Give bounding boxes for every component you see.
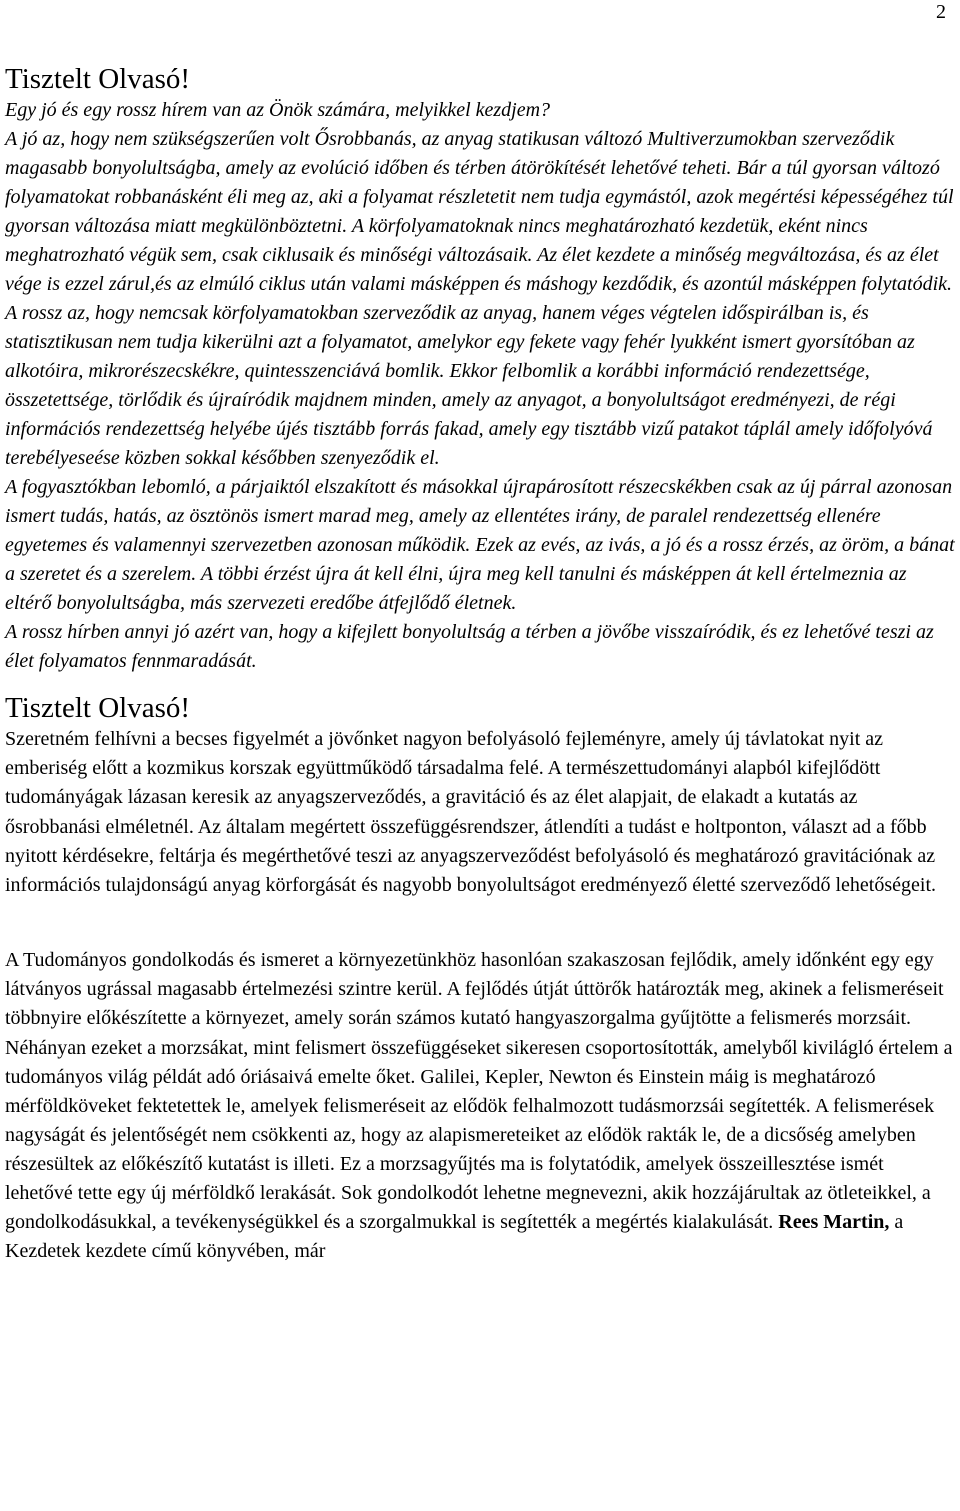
paragraph-text: A Tudományos gondolkodás és ismeret a környezetünkhöz hasonlóan szakaszosan fejlődik, amely időnként egy egy látványos ugrással magasabb értelmezési szintre kerül. A fejlődés útját úttörők határozták meg, akinek a felismeréseit többnyire előkészítette a környezet, amely során számos kutató hangyaszorgalma gyűjtötte a felismerés morzsáit. Néhányan ezeket a morzsákat, mint felismert összefüggéseket sikeresen csoportosították, amelyből kivilágló értelem a tudományos világ példát adó óriásaivá emelte őket. Galilei, Kepler, Newton és Einstein máig is meghatározó mérföldköveket fektetettek le, amelyek felismeréseit az elődök felhalmozott tudásmorzsái segítették. A felismerések nagyságát és jelentőségét nem csökkenti az, hogy az alapismereteiket az elődök rakták le, de a dicsőség amelyben részesültek az előkészítő kutatást is illeti. Ez a morzsagyűjtés ma is folytatódik, amelyek összeillesztése ismét lehetővé tette egy új mérföldkő lerakását. Sok gondolkodót lehetne megnevezni, akik hozzájárultak az ötleteikkel, a gondolkodásukkal, a tevékenységükkel és a szorgalmukkal is segítették a megértés kialakulását. <box>5 949 953 1234</box>
paragraph-text-end: a Kezdetek kezdete című könyvében, már <box>5 1211 904 1263</box>
section2-text-continued <box>5 946 955 1266</box>
paragraph: A rossz hírben annyi jó azért van, hogy a kifejlett bonyolultság a térben a jövőbe visszaíródik, és ez lehetővé teszi az élet folyamatos fennmaradását. <box>5 621 934 672</box>
document-body <box>5 62 955 1286</box>
paragraph: A jó az, hogy nem szükségszerűen volt Ősrobbanás, az anyag statikusan változó Multiverzumokban szerveződik magasabb bonyolultságba, amely az evolúció időben és térben átörökítését lehetővé teheti. Bár a túl gyorsan változó folyamatokat robbanásként éli meg az, aki a folyamat részletetit nem tudja egymástól, azok megértési képességéhez túl gyorsan változása miatt megkülönböztetni. A körfolyamatoknak nincs meghatározható kezdetük, eként nincs meghatrozható végük sem, csak ciklusaik és minőségi változásaik. Az élet kezdete a minőség megváltozása, és az élet vége is ezzel zárul,és az elmúló ciklus után valami másképpen és máshogy kezdődik, és azontúl másképpen folytatódik. <box>5 128 954 295</box>
section2-text <box>5 725 955 900</box>
paragraph: A fogyasztókban lebomló, a párjaiktól elszakított és másokkal újrapárosított részecskékben csak az új párral azonosan ismert tudás, hatás, az ösztönös ismert marad meg, amely az ellentétes irány, de paralel rendezettség ellenére egyetemes és valamennyi szervezetben azonosan működik. Ezek az evés, az ivás, a jó és a rossz érzés, az öröm, a bánat a szeretet és a szerelem. A többi érzést újra át kell élni, újra meg kell tanulni és másképpen át kell értelmeznia az eltérő bonyolultságba, más szervezeti eredőbe átfejlődő életnek. <box>5 476 955 614</box>
paragraph: Szeretném felhívni a becses figyelmét a jövőnket nagyon befolyásoló fejleményre, amely új távlatokat nyit az emberiség előtt a kozmikus korszak együttműködő társadalma felé. A természettudományi alapból kifejlődött tudományágak lázasan keresik az anyagszerveződés, a gravitáció és az élet alapjait, de elakadt a kutatás az ősrobbanási elméletnél. Az általam megértett összefüggésrendszer, átlendíti a tudást e holtponton, választ ad a főbb nyitott kérdésekre, feltárja és megérthetővé teszi az anyagszerveződést befolyásoló és meghatározó gravitációnak az információs tulajdonságú anyag körforgását és nagyobb bonyolultságot eredményező életté szerveződő lehetőségeit. <box>5 728 936 897</box>
page-number: 2 <box>936 1 946 23</box>
paragraph: A rossz az, hogy nemcsak körfolyamatokban szerveződik az anyag, hanem véges végtelen időspirálban is, és statisztikusan nem tudja kikerülni azt a folyamatot, amelykor egy fekete vagy fehér lyukként ismert gyorsítóban az alkotóira, mikrorészecskékre, quintesszenciává bomlik. Ekkor felbomlik a korábbi információ rendezettsége, összetettsége, törlődik és újraíródik majdnem minden, amely az anyagot, a bonyolultságot eredményezi, de régi információs rendezettség helyébe újés tisztább forrás fakad, amely egy tisztább vizű patakot táplál amely időfolyóvá terebélyeseése közben sokkal későbben szenyeződik el. <box>5 302 933 469</box>
section2-title: Tisztelt Olvasó! <box>5 692 191 724</box>
paragraph <box>5 946 955 1266</box>
section1-text <box>5 96 955 676</box>
section1-title: Tisztelt Olvasó! <box>5 63 191 95</box>
paragraph-gap <box>5 900 955 926</box>
author-name: Rees Martin, <box>778 1211 890 1234</box>
paragraph: Egy jó és egy rossz hírem van az Önök számára, melyikkel kezdjem? <box>5 99 551 121</box>
